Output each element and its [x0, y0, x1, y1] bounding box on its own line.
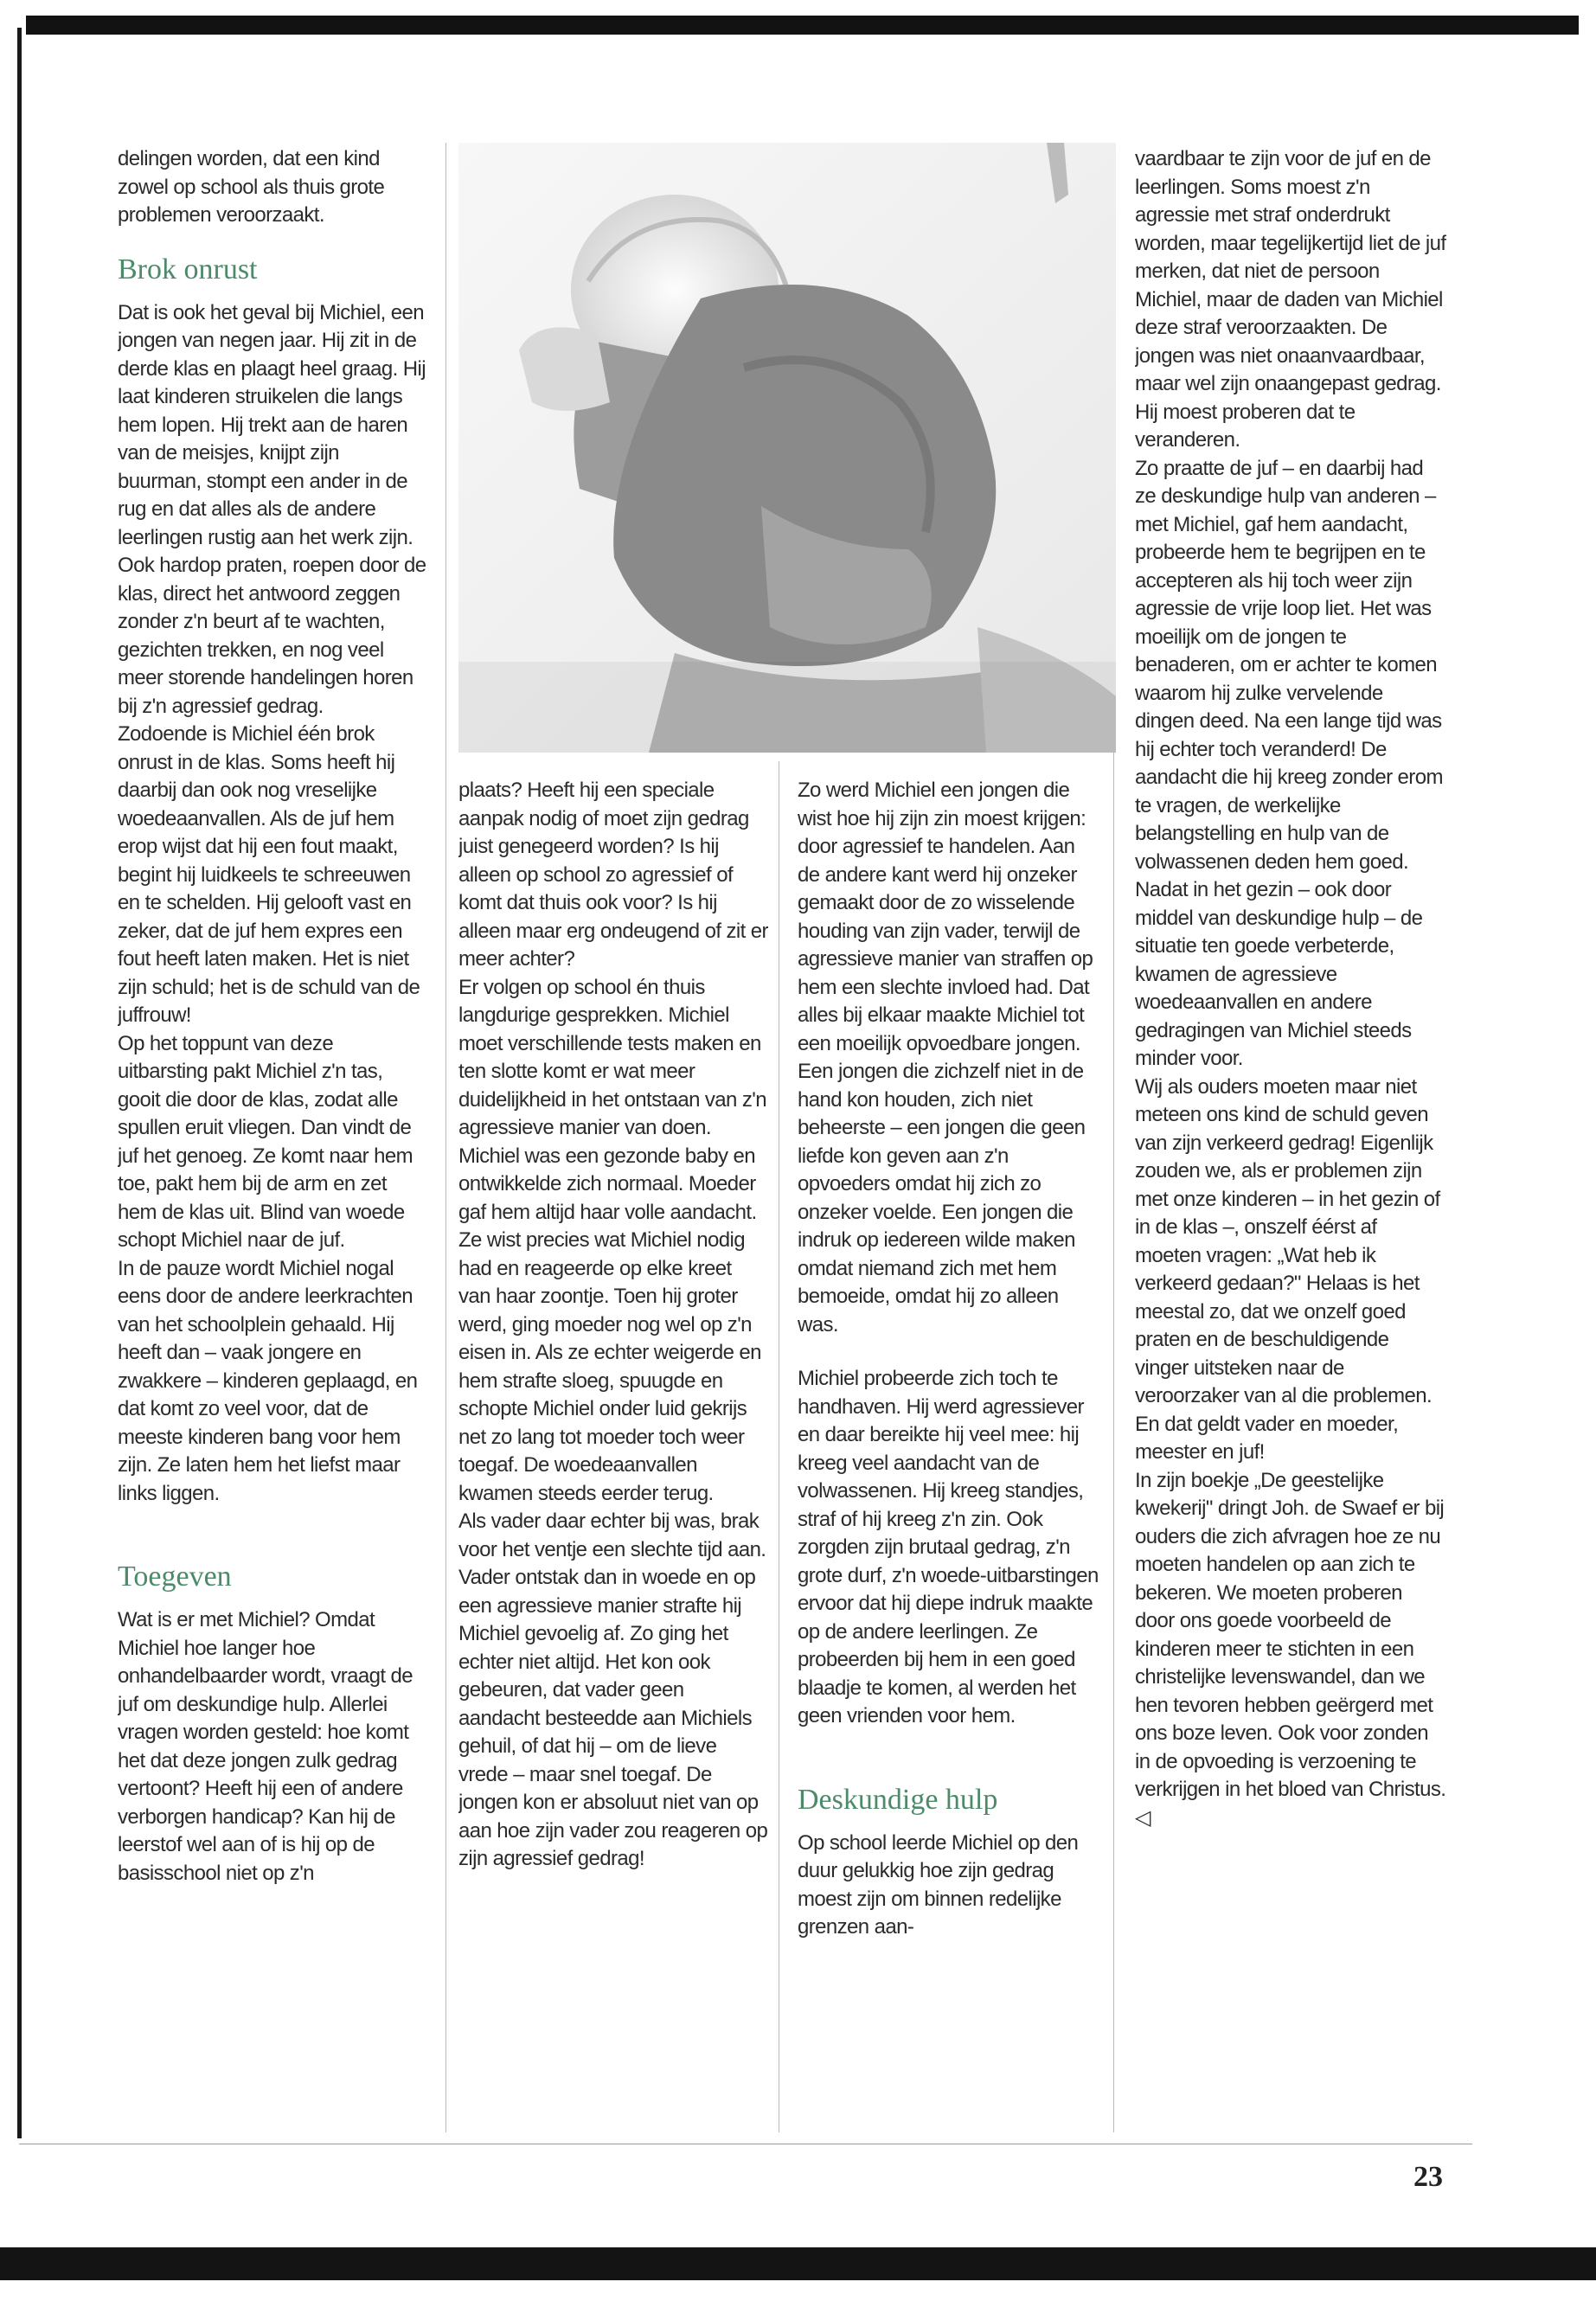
paragraph: Wat is er met Michiel? Omdat Michiel hoe langer hoe onhandelbaarder wordt, vraagt de juf om deskundige hulp. Allerlei vragen worden gesteld: hoe komt het dat deze jongen zulk gedrag vertoont? Heeft hij een of andere verborgen handicap? Kan hij de leerstof wel aan of is hij op de basisschool niet op z'n — [118, 1608, 413, 1885]
section-heading-brok-onrust: Brok onrust — [118, 253, 258, 285]
article-column-4 — [1135, 145, 1446, 2135]
top-rule — [26, 16, 1579, 35]
paragraph: Zo praatte de juf – en daarbij had ze deskundige hulp van anderen – met Michiel, gaf hem aandacht, probeerde hem te begrijpen en te accepteren als hij toch weer zijn agressie de vrije loop liet. Het was moeilijk om de jongen te benaderen, om er achter te komen waarom hij zulke vervelende dingen deed. Na een lange tijd was hij echter toch veranderd! De aandacht die hij kreeg zonder erom te vragen, de werkelijke belangstelling en hulp van de volwassenen deden hem goed. Nadat in het gezin – ook door middel van deskundige hulp – de situatie ten goede verbeterde, kwamen de agressieve woedeaanvallen en andere gedragingen van Michiel steeds minder voor. — [1135, 456, 1443, 1070]
paragraph: Als vader daar echter bij was, brak voor het ventje een slechte tijd aan. Vader ontstak dan in woede en op een agressieve manier strafte hij Michiel gevoelig af. Zo ging het echter niet altijd. Het kon ook gebeuren, dat vader geen aandacht besteedde aan Michiels gehuil, of dat hij – om de lieve vrede – maar snel toegaf. De jongen kon er absoluut niet van op aan hoe zijn vader zou reageren op zijn agressief gedrag! — [458, 1509, 768, 1870]
child-photo-illustration — [458, 143, 1116, 753]
bottom-rule — [0, 2247, 1596, 2280]
article-photo — [458, 143, 1116, 753]
paragraph: Michiel was een gezonde baby en ontwikkelde zich normaal. Moeder gaf hem altijd haar volle aandacht. Ze wist precies wat Michiel nodig had en reageerde op elke kreet van haar zoontje. Toen hij groter werd, ging moeder nog wel op z'n eisen in. Als ze echter weigerde en hem strafte sloeg, spuugde en schopte Michiel onder luid gekrijs net zo lang tot moeder toch weer toegaf. De woedeaanvallen kwamen steeds eerder terug. — [458, 1144, 761, 1505]
paragraph: Dat is ook het geval bij Michiel, een jongen van negen jaar. Hij zit in de derde klas en plaagt heel graag. Hij laat kinderen struikelen die langs hem lopen. Hij trekt aan de haren van de meisjes, knijpt zijn buurman, stompt een ander in de rug en dat alles als de andere leerlingen rustig aan het werk zijn. Ook hardop praten, roepen door de klas, direct het antwoord zeggen zonder z'n beurt af te wachten, gezichten trekken, en nog veel meer storende handelingen horen bij z'n agressief gedrag. — [118, 300, 426, 718]
paragraph: Er volgen op school én thuis langdurige gesprekken. Michiel moet verschillende tests maken en ten slotte komt er wat meer duidelijkheid in het ontstaan van z'n agressieve manier van doen. — [458, 975, 766, 1139]
paragraph: Zo werd Michiel een jongen die wist hoe hij zijn zin moest krijgen: door agressief te handelen. Aan de andere kant werd hij onzeker gemaakt door de zo wisselende houding van zijn vader, terwijl de agressieve manier van straffen op hem een slechte invloed had. Dat alles bij elkaar maakte Michiel tot een moeilijk opvoedbare jongen. Een jongen die zichzelf niet in de hand kon houden, zich niet beheerste – een jongen die geen liefde kon geven aan z'n opvoeders omdat hij zich zo onzeker voelde. Een jongen die indruk op iedereen wilde maken omdat niemand zich met hem bemoeide, omdat hij zo alleen was. — [798, 779, 1093, 1336]
article-column-1 — [118, 145, 427, 2135]
paragraph: Michiel probeerde zich toch te handhaven. Hij werd agressiever en daar bereikte hij veel mee: hij kreeg veel aandacht van de volwassenen. Hij kreeg standjes, straf of hij kreeg z'n zin. Ook zorgden zijn brutaal gedrag, z'n grote durf, z'n woede-uitbarstingen ervoor dat hij diepe indruk maakte op de andere leerlingen. Ze probeerden bij hem in een goed blaadje te komen, al werden het geen vrienden voor hem. — [798, 1367, 1099, 1727]
section-heading-deskundige-hulp: Deskundige hulp — [798, 1783, 998, 1816]
paragraph: plaats? Heeft hij een speciale aanpak nodig of moet zijn gedrag juist genegeerd worden? Is hij alleen op school zo agressief of komt dat thuis ook voor? Is hij alleen maar erg ondeugend of zit er meer achter? — [458, 779, 768, 971]
paragraph: In zijn boekje „De geestelijke kwekerij" dringt Joh. de Swaef er bij ouders die zich afvragen hoe ze nu moeten handelen op aan zich te bekeren. We moeten proberen door ons goede voorbeeld de kinderen meer te stichten in een christelijke levenswandel, dan we hen tevoren hebben geërgerd met ons boze leven. Ook voor zonden in de opvoeding is verzoening te verkrijgen in het bloed van Christus. ◁ — [1135, 1468, 1446, 1830]
column-separator — [445, 143, 446, 2132]
paragraph: delingen worden, dat een kind zowel op school als thuis grote problemen veroorzaakt. — [118, 147, 385, 227]
paragraph: Op het toppunt van deze uitbarsting pakt Michiel z'n tas, gooit die door de klas, zodat alle spullen eruit vliegen. Dan vindt de juf het genoeg. Ze komt naar hem toe, pakt hem bij de arm en zet hem de klas uit. Blind van woede schopt Michiel naar de juf. — [118, 1031, 413, 1252]
left-border — [17, 28, 22, 2138]
paragraph: Wij als ouders moeten maar niet meteen ons kind de schuld geven van zijn verkeerd gedrag! Eigenlijk zouden we, als er problemen zijn met onze kinderen – in het gezin of in de klas –, onszelf éérst af moeten vragen: „Wat heb ik verkeerd gedaan?" Helaas is het meestal zo, dat we onzelf goed praten en de beschuldigende vinger uitsteken naar de veroorzaker van al die problemen. En dat geldt vader en moeder, meester en juf! — [1135, 1074, 1440, 1464]
paragraph: Zodoende is Michiel één brok onrust in de klas. Soms heeft hij daarbij dan ook nog vreselijke woedeaanvallen. Als de juf hem erop wijst dat hij een fout maakt, begint hij luidkeels te schreeuwen en te schelden. Hij gelooft vast en zeker, dat de juf hem expres een fout heeft laten maken. Het is niet zijn schuld; het is de schuld van de juffrouw! — [118, 722, 420, 1027]
article-column-2 — [458, 777, 768, 2135]
paragraph: vaardbaar te zijn voor de juf en de leerlingen. Soms moest z'n agressie met straf onderdrukt worden, maar tegelijkertijd liet de juf merken, dat niet de persoon Michiel, maar de daden van Michiel deze straf veroorzaakten. De jongen was niet onaanvaardbaar, maar wel zijn onaangepast gedrag. Hij moest proberen dat te veranderen. — [1135, 147, 1446, 452]
page-number: 23 — [1413, 2161, 1443, 2193]
article-column-3 — [798, 777, 1100, 2135]
paragraph: In de pauze wordt Michiel nogal eens door de andere leerkrachten van het schoolplein gehaald. Hij heeft dan – vaak jongere en zwakkere – kinderen geplaagd, en dat komt zo veel voor, dat de meeste kinderen bang voor hem zijn. Ze laten hem het liefst maar links liggen. — [118, 1256, 418, 1505]
paragraph: Op school leerde Michiel op den duur gelukkig hoe zijn gedrag moest zijn om binnen redelijke grenzen aan- — [798, 1830, 1079, 1939]
section-heading-toegeven: Toegeven — [118, 1561, 232, 1593]
